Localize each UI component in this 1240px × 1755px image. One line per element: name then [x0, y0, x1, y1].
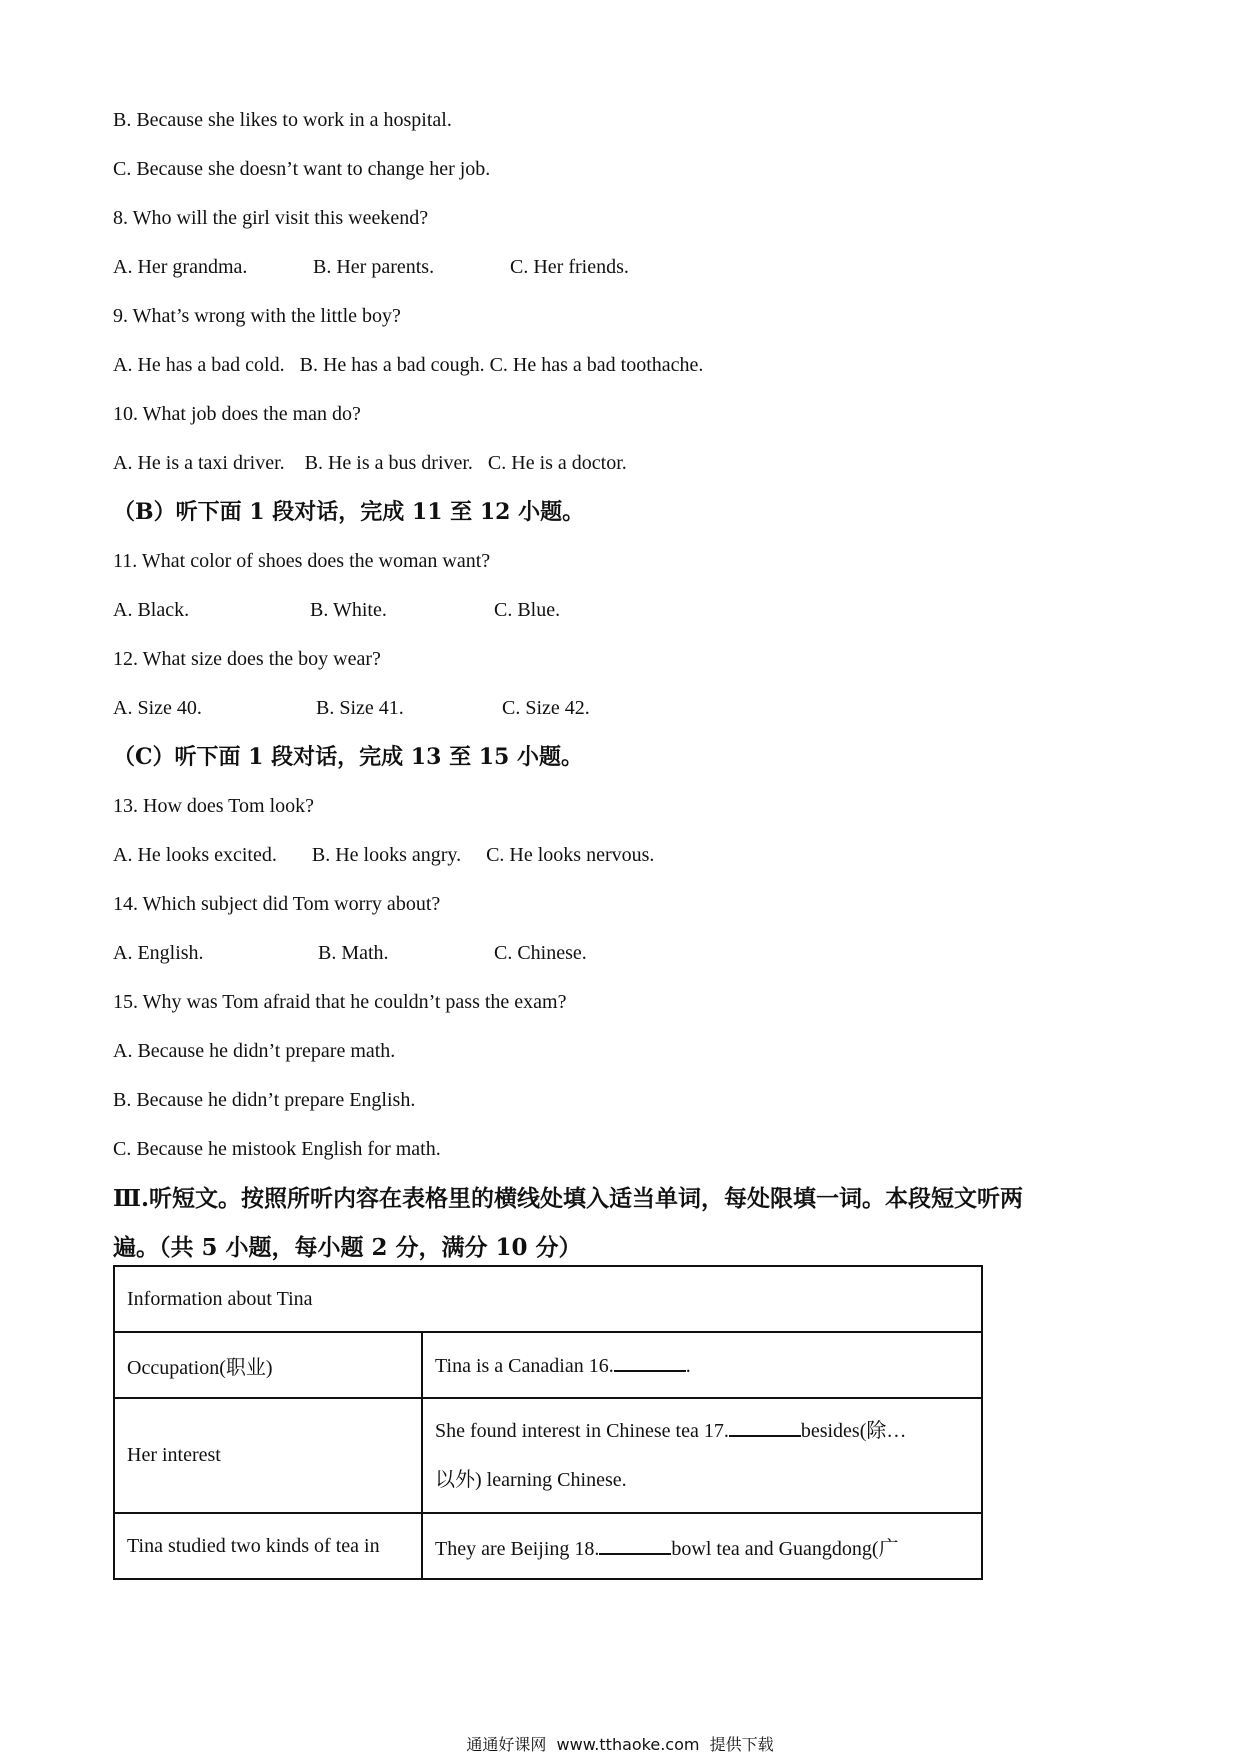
option-12b: B. Size 41.	[316, 697, 404, 719]
page-footer: 通通好课网 www.tthaoke.com 提供下载	[466, 1735, 774, 1754]
section-b-heading: （B）听下面 1 段对话，完成 11 至 12 小题。	[113, 499, 585, 525]
option-12c: C. Size 42.	[502, 697, 590, 719]
interest-cell	[422, 1398, 982, 1513]
section-3-heading-line1: Ⅲ.听短文。按照所听内容在表格里的横线处填入适当单词，每处限填一词。本段短文听两	[113, 1185, 1024, 1212]
tea-cell	[422, 1513, 982, 1579]
option-8a: A. Her grandma.	[113, 256, 248, 278]
options-9: A. He has a bad cold. B. He has a bad cough. C. He has a bad toothache.	[113, 354, 704, 376]
question-11: 11. What color of shoes does the woman want?	[113, 550, 491, 572]
option-11a: A. Black.	[113, 599, 190, 621]
occupation-text-end: .	[685, 1355, 691, 1377]
interest-text: She found interest in Chinese tea 17.	[435, 1419, 729, 1442]
occupation-cell	[422, 1332, 982, 1398]
table-row	[114, 1266, 982, 1332]
tea-label: Tina studied two kinds of tea in	[114, 1513, 422, 1579]
section-3-heading-line2: 遍。（共 5 小题，每小题 2 分，满分 10 分）	[113, 1234, 582, 1261]
interest-label: Her interest	[114, 1398, 422, 1513]
tea-text-end: bowl tea and Guangdong(广	[671, 1537, 899, 1560]
option-14a: A. English.	[113, 942, 204, 964]
tea-text: They are Beijing 18.	[435, 1537, 600, 1560]
question-15: 15. Why was Tom afraid that he couldn’t pass the exam?	[113, 991, 567, 1013]
interest-text-end: besides(除…	[800, 1419, 907, 1442]
option-15c: C. Because he mistook English for math.	[113, 1138, 441, 1160]
occupation-text: Tina is a Canadian 16.	[435, 1355, 614, 1377]
table-title: Information about Tina	[114, 1266, 982, 1332]
tina-info-table	[113, 1265, 983, 1580]
table-row	[114, 1332, 982, 1398]
table-row	[114, 1398, 982, 1513]
option-8c: C. Her friends.	[510, 256, 629, 278]
option-14c: C. Chinese.	[494, 942, 587, 964]
option-8b: B. Her parents.	[313, 256, 435, 278]
option-15a: A. Because he didn’t prepare math.	[113, 1040, 396, 1062]
interest-text-line2: 以外) learning Chinese.	[435, 1468, 627, 1491]
question-13: 13. How does Tom look?	[113, 795, 314, 817]
options-10: A. He is a taxi driver. B. He is a bus driver. C. He is a doctor.	[113, 452, 627, 474]
occupation-label: Occupation(职业)	[114, 1332, 422, 1398]
question-8: 8. Who will the girl visit this weekend?	[113, 207, 429, 229]
options-13: A. He looks excited. B. He looks angry. C. He looks nervous.	[113, 844, 655, 866]
blank-18[interactable]	[599, 1535, 671, 1555]
table-row	[114, 1513, 982, 1579]
section-c-heading: （C）听下面 1 段对话，完成 13 至 15 小题。	[113, 744, 584, 770]
option-15b: B. Because he didn’t prepare English.	[113, 1089, 416, 1111]
option-11b: B. White.	[310, 599, 387, 621]
option-11c: C. Blue.	[494, 599, 561, 621]
question-9: 9. What’s wrong with the little boy?	[113, 305, 401, 327]
option-12a: A. Size 40.	[113, 697, 202, 719]
question-12: 12. What size does the boy wear?	[113, 648, 381, 670]
question-14: 14. Which subject did Tom worry about?	[113, 893, 441, 915]
option-7c: C. Because she doesn’t want to change her job.	[113, 158, 491, 180]
option-7b: B. Because she likes to work in a hospital.	[113, 109, 452, 131]
question-10: 10. What job does the man do?	[113, 403, 361, 425]
blank-16[interactable]	[614, 1352, 686, 1372]
option-14b: B. Math.	[318, 942, 389, 964]
blank-17[interactable]	[729, 1417, 801, 1437]
